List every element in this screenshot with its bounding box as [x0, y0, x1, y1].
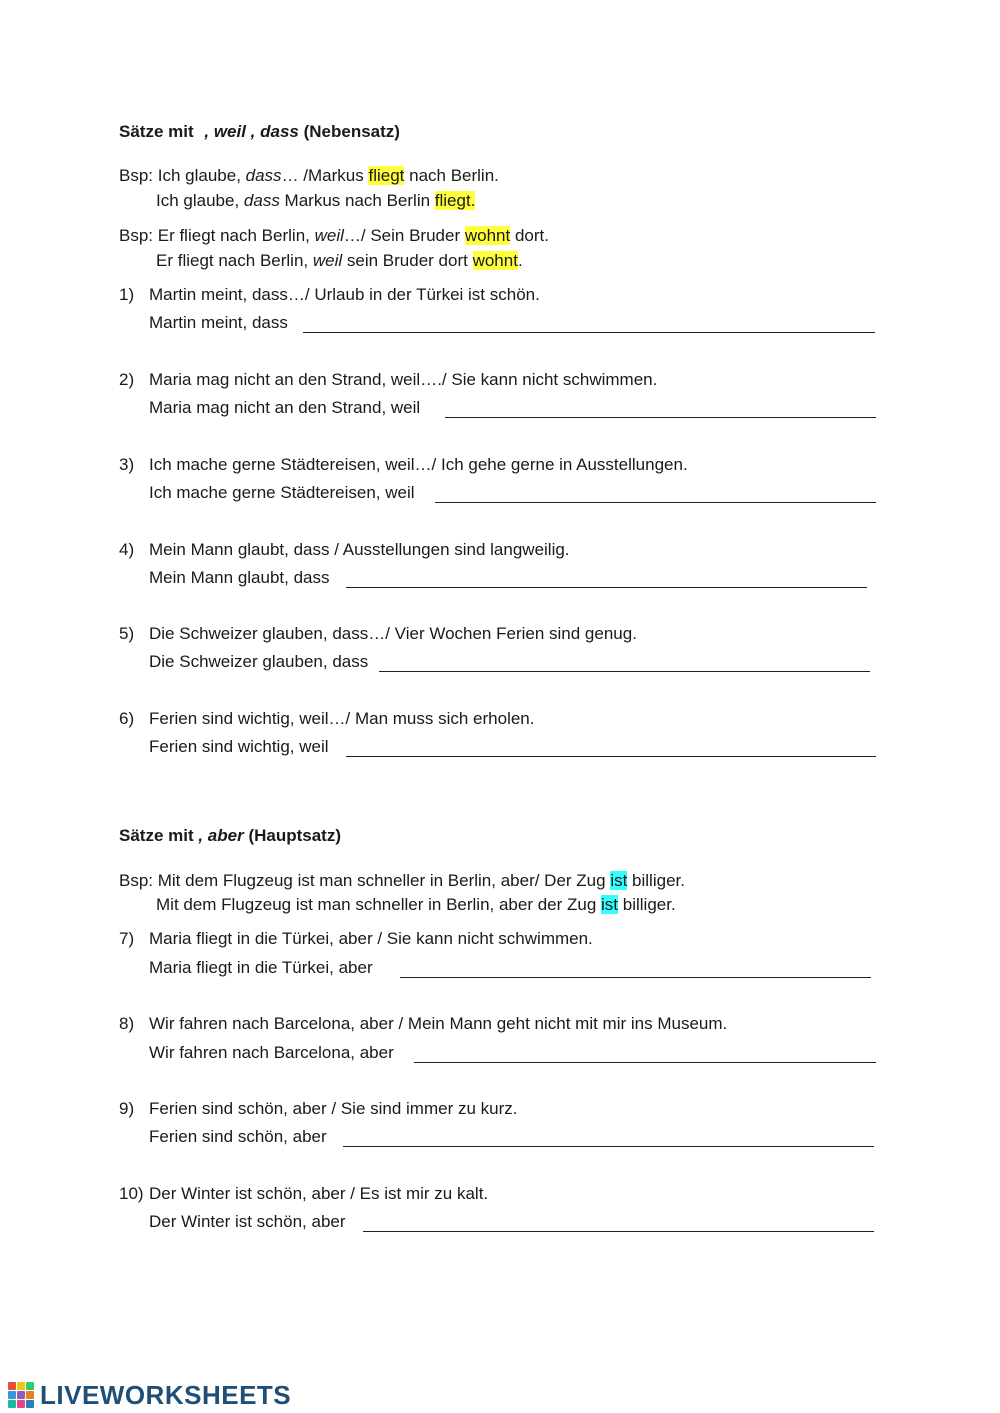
answer-input-5[interactable] [379, 651, 870, 672]
heading-type: (Nebensatz) [298, 122, 400, 141]
example-text: Er fliegt nach Berlin, [156, 251, 313, 270]
answer-input-8[interactable] [414, 1042, 876, 1063]
exercise-prompt: Maria fliegt in die Türkei, aber / Sie kann nicht schwimmen. [149, 929, 593, 948]
highlighted-verb: wohnt [464, 226, 511, 245]
exercise-stem: Maria fliegt in die Türkei, aber [149, 958, 373, 977]
highlighted-verb: ist [601, 895, 619, 914]
exercise-number: 6) [119, 709, 135, 728]
example-text: … /Markus [281, 166, 369, 185]
exercise-number: 8) [119, 1014, 135, 1033]
example-text: . [517, 251, 523, 270]
heading-text: Sätze mit [119, 122, 194, 141]
answer-input-9[interactable] [343, 1126, 874, 1147]
heading-conjunctions: , weil , dass [204, 122, 299, 141]
example-text: billiger. [627, 871, 685, 890]
exercise-stem: Die Schweizer glauben, dass [149, 652, 369, 671]
example-conjunction: weil [314, 226, 344, 245]
example-text: Mit dem Flugzeug ist man schneller in Berlin, aber der Zug [156, 895, 602, 914]
exercise-number: 4) [119, 540, 135, 559]
example-line [156, 894, 676, 916]
exercise-number: 2) [119, 370, 135, 389]
exercise-stem: Wir fahren nach Barcelona, aber [149, 1043, 394, 1062]
example-line [119, 225, 549, 247]
highlighted-verb: wohnt [472, 251, 518, 270]
example-line [156, 250, 523, 272]
exercise-prompt: Die Schweizer glauben, dass…/ Vier Wochen Ferien sind genug. [149, 624, 637, 643]
answer-input-2[interactable] [445, 397, 876, 418]
example-text: billiger. [618, 895, 676, 914]
example-line [119, 870, 685, 892]
exercise-prompt: Wir fahren nach Barcelona, aber / Mein Mann geht nicht mit mir ins Museum. [149, 1014, 728, 1033]
highlighted-verb: ist [610, 871, 628, 890]
exercise-number: 7) [119, 929, 135, 948]
answer-input-4[interactable] [346, 567, 867, 588]
exercise-number: 9) [119, 1099, 135, 1118]
highlighted-verb: fliegt. [434, 191, 476, 210]
heading-text: Sätze mit [119, 826, 199, 845]
section-heading-hauptsatz [119, 825, 341, 847]
example-text: Ich glaube, [156, 191, 244, 210]
example-text: …/ Sein Bruder [343, 226, 465, 245]
exercise-stem: Ich mache gerne Städtereisen, weil [149, 483, 415, 502]
example-conjunction: dass [243, 191, 280, 210]
exercise-stem: Mein Mann glaubt, dass [149, 568, 330, 587]
example-text: nach Berlin. [404, 166, 499, 185]
answer-input-10[interactable] [363, 1211, 874, 1232]
answer-input-7[interactable] [400, 957, 871, 978]
answer-input-6[interactable] [346, 736, 876, 757]
section-heading-nebensatz [119, 121, 400, 143]
exercise-prompt: Mein Mann glaubt, dass / Ausstellungen sind langweilig. [149, 540, 570, 559]
example-line [156, 190, 475, 212]
liveworksheets-logo[interactable] [8, 1379, 292, 1410]
exercise-prompt: Ich mache gerne Städtereisen, weil…/ Ich gehe gerne in Ausstellungen. [149, 455, 688, 474]
example-conjunction: weil [312, 251, 343, 270]
example-text: Bsp: Ich glaube, [119, 166, 246, 185]
answer-input-1[interactable] [303, 312, 875, 333]
exercise-prompt: Ferien sind schön, aber / Sie sind immer zu kurz. [149, 1099, 518, 1118]
example-text: Bsp: Er fliegt nach Berlin, [119, 226, 315, 245]
exercise-stem: Ferien sind wichtig, weil [149, 737, 329, 756]
exercise-number: 10) [119, 1184, 144, 1203]
exercise-stem: Martin meint, dass [149, 313, 288, 332]
logo-cube-icon [8, 1382, 34, 1408]
exercise-stem: Maria mag nicht an den Strand, weil [149, 398, 421, 417]
example-text: Bsp: Mit dem Flugzeug ist man schneller in Berlin, aber/ Der Zug [119, 871, 611, 890]
example-conjunction: dass [245, 166, 282, 185]
example-text: Markus nach Berlin [279, 191, 435, 210]
heading-type: (Hauptsatz) [243, 826, 341, 845]
exercise-prompt: Der Winter ist schön, aber / Es ist mir zu kalt. [149, 1184, 489, 1203]
exercise-number: 3) [119, 455, 135, 474]
highlighted-verb: fliegt [368, 166, 405, 185]
exercise-prompt: Ferien sind wichtig, weil…/ Man muss sich erholen. [149, 709, 535, 728]
example-text: sein Bruder dort [342, 251, 473, 270]
example-line [119, 165, 499, 187]
exercise-prompt: Maria mag nicht an den Strand, weil…./ Sie kann nicht schwimmen. [149, 370, 658, 389]
exercise-stem: Der Winter ist schön, aber [149, 1212, 346, 1231]
exercise-prompt: Martin meint, dass…/ Urlaub in der Türkei ist schön. [149, 285, 540, 304]
exercise-stem: Ferien sind schön, aber [149, 1127, 327, 1146]
heading-conjunctions: , aber [198, 826, 244, 845]
answer-input-3[interactable] [435, 482, 876, 503]
exercise-number: 1) [119, 285, 135, 304]
logo-text: LIVEWORKSHEETS [40, 1379, 292, 1410]
example-text: dort. [510, 226, 549, 245]
exercise-number: 5) [119, 624, 135, 643]
